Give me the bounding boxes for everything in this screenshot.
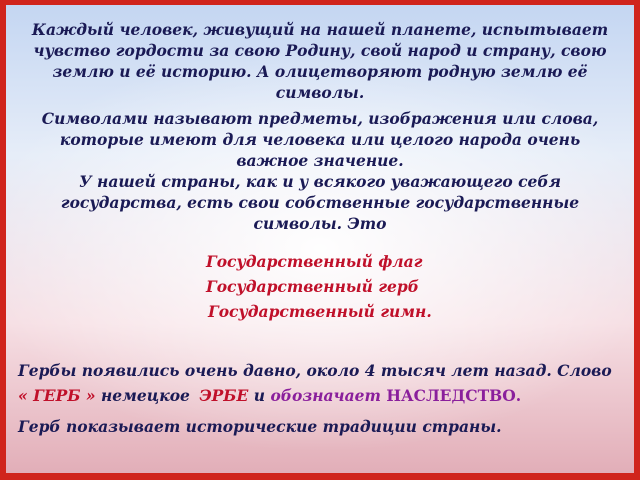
symbols-definition-text: Символами называют предметы, изображения или слова, которые имеют для человека или целого народа очень важное значение. [41, 109, 599, 170]
state-symbols-list [206, 249, 606, 324]
word-oboznachaet: обозначает [270, 386, 381, 405]
word-nemetskoe: немецкое [101, 386, 190, 405]
symbol-anthem: Государственный гимн. [208, 302, 432, 321]
word-and: и [253, 386, 266, 405]
symbol-coat-of-arms: Государственный герб [206, 277, 419, 296]
intro-paragraph: Каждый человек, живущий на нашей планете, испытывает чувство гордости за свою Родину, свой народ и страну, свою землю и её историю. А олицетворяют родную землю её символы. [31, 20, 609, 102]
herbs-intro-text: Гербы появились очень давно, около 4 тысяч лет назад. Слово [18, 361, 612, 380]
symbol-flag: Государственный флаг [206, 252, 423, 271]
state-symbols-text: У нашей страны, как и у всякого уважающего себя государства, есть свои собственные государственные символы. Это [60, 172, 580, 233]
word-gerb: « ГЕРБ » [18, 386, 96, 405]
word-nasledstvo: НАСЛЕДСТВО. [386, 386, 522, 405]
slide [6, 5, 634, 473]
traditions-paragraph: Герб показывает исторические традиции страны. [18, 417, 502, 436]
word-erbe: ЭРБЕ [199, 386, 249, 405]
symbols-definition-paragraph [24, 108, 616, 234]
herbs-paragraph [18, 358, 628, 408]
